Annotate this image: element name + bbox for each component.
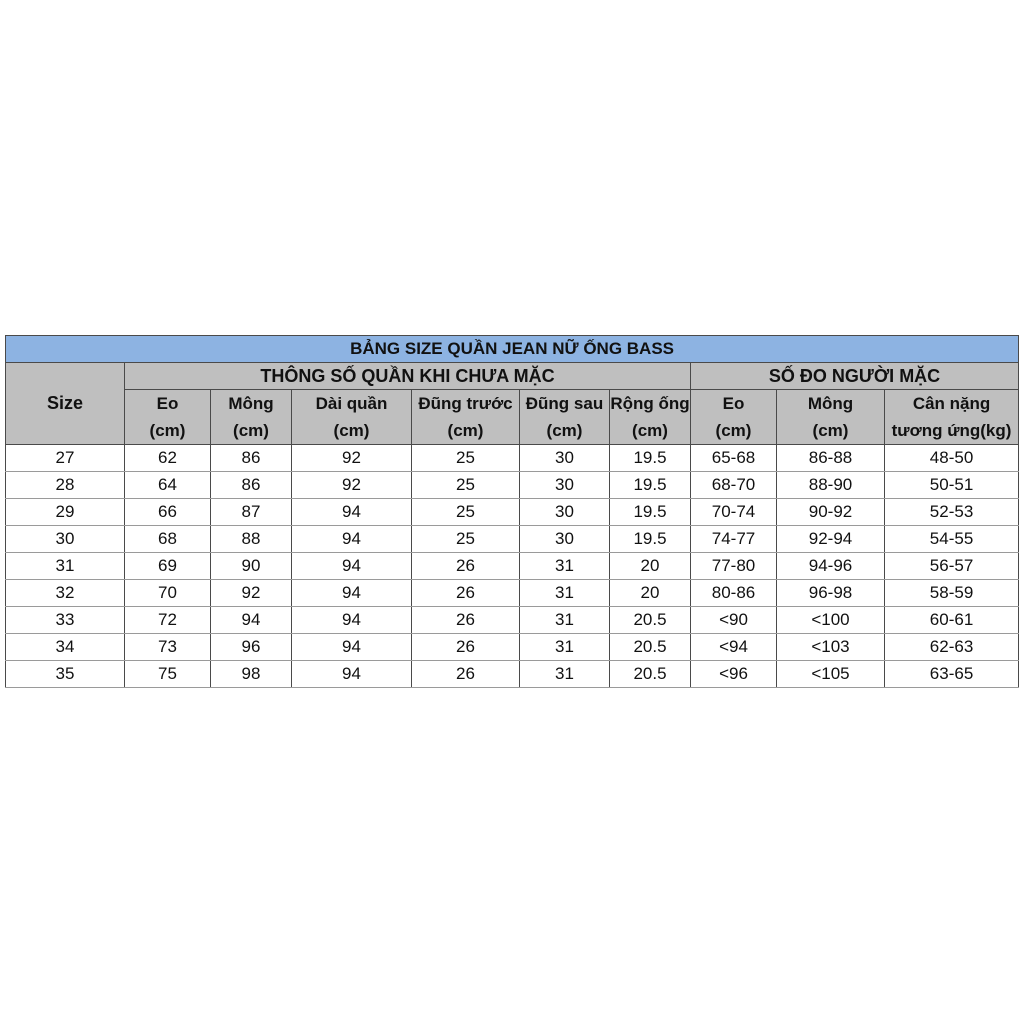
- table-cell: 31: [520, 634, 610, 661]
- table-cell: 48-50: [885, 445, 1019, 472]
- table-cell: 31: [520, 580, 610, 607]
- column-header-body-waist: [691, 390, 777, 445]
- table-cell: <96: [691, 661, 777, 688]
- table-cell: 30: [520, 526, 610, 553]
- table-cell: 94: [292, 634, 412, 661]
- table-cell: 26: [412, 634, 520, 661]
- table-cell: 26: [412, 607, 520, 634]
- table-cell: 60-61: [885, 607, 1019, 634]
- group-header-wearer: SỐ ĐO NGƯỜI MẶC: [691, 363, 1019, 390]
- size-cell: 31: [6, 553, 125, 580]
- table-cell: 92: [211, 580, 292, 607]
- column-header-unit: tương ứng(kg): [891, 421, 1012, 440]
- table-cell: 92-94: [777, 526, 885, 553]
- table-cell: 31: [520, 553, 610, 580]
- column-header-unit: (cm): [812, 421, 849, 440]
- table-cell: 25: [412, 526, 520, 553]
- table-cell: 96: [211, 634, 292, 661]
- table-cell: 87: [211, 499, 292, 526]
- table-cell: 69: [125, 553, 211, 580]
- table-cell: 20.5: [610, 607, 691, 634]
- column-header-length: [292, 390, 412, 445]
- table-row: [6, 526, 1019, 553]
- size-cell: 32: [6, 580, 125, 607]
- table-title: BẢNG SIZE QUẦN JEAN NỮ ỐNG BASS: [6, 336, 1019, 363]
- size-header: Size: [6, 363, 125, 445]
- table-cell: 20: [610, 580, 691, 607]
- column-header-back-rise: [520, 390, 610, 445]
- table-row: [6, 553, 1019, 580]
- column-header-label: Mông: [228, 394, 274, 413]
- table-cell: 94-96: [777, 553, 885, 580]
- table-cell: 70-74: [691, 499, 777, 526]
- table-cell: 19.5: [610, 526, 691, 553]
- column-header-label: Rộng ống: [610, 394, 690, 413]
- table-cell: 52-53: [885, 499, 1019, 526]
- table-cell: 63-65: [885, 661, 1019, 688]
- size-cell: 35: [6, 661, 125, 688]
- column-header-label: Eo: [156, 394, 179, 413]
- size-cell: 27: [6, 445, 125, 472]
- table-row: [6, 472, 1019, 499]
- table-cell: 30: [520, 445, 610, 472]
- table-cell: 30: [520, 499, 610, 526]
- column-header-label: Eo: [722, 394, 745, 413]
- table-cell: 20.5: [610, 661, 691, 688]
- table-cell: 20: [610, 553, 691, 580]
- table-cell: 68: [125, 526, 211, 553]
- table-cell: <90: [691, 607, 777, 634]
- table-cell: 66: [125, 499, 211, 526]
- table-cell: 30: [520, 472, 610, 499]
- table-cell: 26: [412, 661, 520, 688]
- column-header-unit: (cm): [233, 421, 269, 440]
- table-row: [6, 661, 1019, 688]
- table-cell: 65-68: [691, 445, 777, 472]
- table-cell: 86: [211, 445, 292, 472]
- table-cell: 90-92: [777, 499, 885, 526]
- table-row: [6, 634, 1019, 661]
- column-header-unit: (cm): [149, 421, 186, 440]
- table-cell: <94: [691, 634, 777, 661]
- table-cell: 86-88: [777, 445, 885, 472]
- size-cell: 29: [6, 499, 125, 526]
- size-chart-table: [5, 335, 1019, 688]
- column-header-unit: (cm): [447, 421, 484, 440]
- table-row: [6, 607, 1019, 634]
- table-cell: 92: [292, 472, 412, 499]
- column-header-label: Dài quần: [315, 394, 388, 413]
- table-cell: 19.5: [610, 445, 691, 472]
- table-cell: 64: [125, 472, 211, 499]
- column-header-unit: (cm): [632, 421, 668, 440]
- table-cell: 50-51: [885, 472, 1019, 499]
- table-cell: 92: [292, 445, 412, 472]
- table-cell: 94: [292, 526, 412, 553]
- table-cell: 25: [412, 445, 520, 472]
- table-cell: 62: [125, 445, 211, 472]
- table-cell: 94: [292, 499, 412, 526]
- table-cell: 94: [292, 607, 412, 634]
- size-cell: 28: [6, 472, 125, 499]
- table-cell: 96-98: [777, 580, 885, 607]
- table-cell: 74-77: [691, 526, 777, 553]
- column-header-leg-opening: [610, 390, 691, 445]
- table-cell: 54-55: [885, 526, 1019, 553]
- size-cell: 30: [6, 526, 125, 553]
- table-cell: 31: [520, 661, 610, 688]
- table-cell: 62-63: [885, 634, 1019, 661]
- table-cell: 31: [520, 607, 610, 634]
- table-cell: 72: [125, 607, 211, 634]
- table-cell: 26: [412, 580, 520, 607]
- table-cell: <105: [777, 661, 885, 688]
- table-cell: 94: [211, 607, 292, 634]
- table-cell: 77-80: [691, 553, 777, 580]
- table-cell: 19.5: [610, 499, 691, 526]
- column-header-hip: [211, 390, 292, 445]
- group-header-garment: THÔNG SỐ QUẦN KHI CHƯA MẶC: [125, 363, 691, 390]
- column-header-unit: (cm): [546, 421, 583, 440]
- table-cell: <100: [777, 607, 885, 634]
- table-cell: 68-70: [691, 472, 777, 499]
- table-cell: 88-90: [777, 472, 885, 499]
- table-cell: 88: [211, 526, 292, 553]
- table-row: [6, 499, 1019, 526]
- table-cell: 73: [125, 634, 211, 661]
- column-header-label: Đũng sau: [525, 394, 604, 413]
- table-cell: 98: [211, 661, 292, 688]
- table-cell: 56-57: [885, 553, 1019, 580]
- table-cell: 19.5: [610, 472, 691, 499]
- table-cell: 90: [211, 553, 292, 580]
- column-header-waist: [125, 390, 211, 445]
- table-cell: 25: [412, 472, 520, 499]
- column-header-front-rise: [412, 390, 520, 445]
- table-cell: 86: [211, 472, 292, 499]
- table-cell: 58-59: [885, 580, 1019, 607]
- table-cell: 80-86: [691, 580, 777, 607]
- table-cell: 94: [292, 661, 412, 688]
- table-cell: 25: [412, 499, 520, 526]
- column-header-label: Đũng trước: [418, 394, 513, 413]
- size-cell: 33: [6, 607, 125, 634]
- table-cell: 75: [125, 661, 211, 688]
- table-cell: 20.5: [610, 634, 691, 661]
- table-row: [6, 580, 1019, 607]
- size-cell: 34: [6, 634, 125, 661]
- table-cell: 94: [292, 580, 412, 607]
- column-header-weight: [885, 390, 1019, 445]
- table-cell: <103: [777, 634, 885, 661]
- table-cell: 26: [412, 553, 520, 580]
- table-cell: 70: [125, 580, 211, 607]
- table-cell: 94: [292, 553, 412, 580]
- column-header-label: Cân nặng: [912, 394, 991, 413]
- column-header-unit: (cm): [715, 421, 752, 440]
- table-row: [6, 445, 1019, 472]
- column-header-label: Mông: [807, 394, 854, 413]
- column-header-body-hip: [777, 390, 885, 445]
- column-header-unit: (cm): [333, 421, 370, 440]
